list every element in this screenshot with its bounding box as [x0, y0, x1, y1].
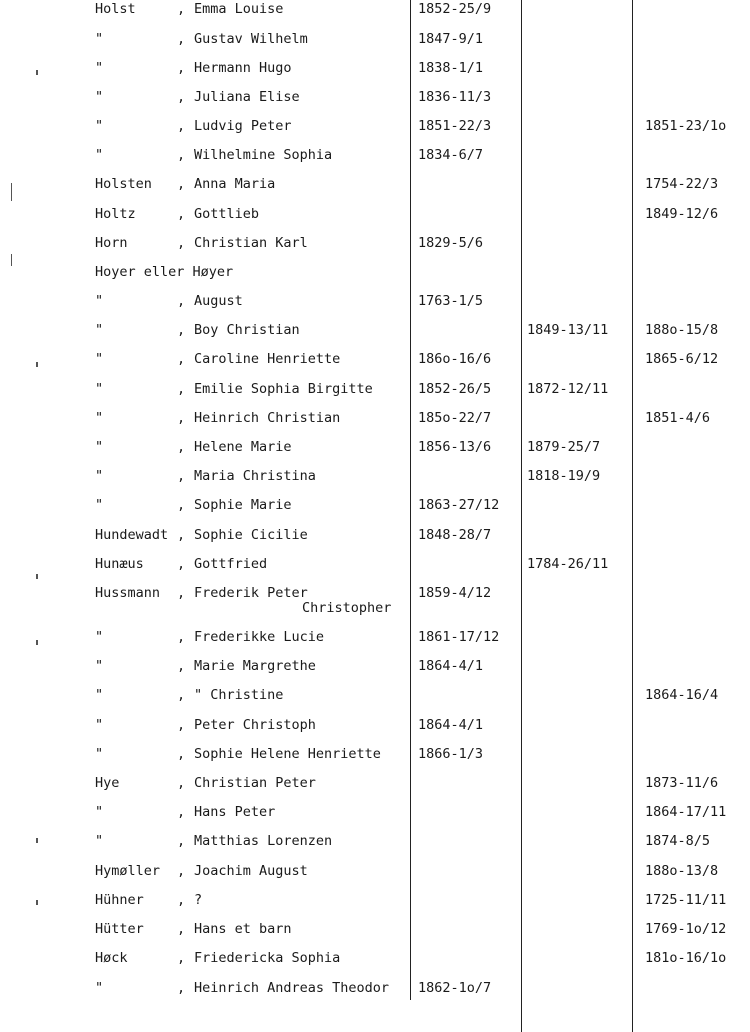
register-entry [0, 380, 750, 402]
entry-col3: 1873-11/6 [645, 775, 719, 791]
entry-col1: 186o-16/6 [418, 351, 492, 367]
entry-given: ? [194, 892, 203, 908]
entry-surname: Hütter [95, 921, 144, 937]
entry-col1: 1864-4/1 [418, 717, 484, 733]
entry-surname: Hymøller [95, 863, 161, 879]
entry-surname: Hunæus [95, 556, 144, 572]
entry-surname: " [95, 439, 104, 455]
entry-given: Maria Christina [194, 468, 316, 484]
entry-surname: Holtz [95, 206, 136, 222]
entry-comma: , [177, 381, 186, 397]
entry-surname: " [95, 717, 104, 733]
entry-col2: 1784-26/11 [527, 556, 609, 572]
register-entry [0, 891, 750, 913]
entry-comma: , [177, 556, 186, 572]
register-entry [0, 30, 750, 52]
entry-col1: 1763-1/5 [418, 293, 484, 309]
register-entry [0, 555, 750, 577]
entry-comma: , [177, 687, 186, 703]
entry-given: Caroline Henriette [194, 351, 341, 367]
entry-given: Emilie Sophia Birgitte [194, 381, 373, 397]
entry-given: Sophie Helene Henriette [194, 746, 381, 762]
entry-given: August [194, 293, 243, 309]
entry-comma: , [177, 804, 186, 820]
entry-comma: , [177, 775, 186, 791]
entry-col1: 1864-4/1 [418, 658, 484, 674]
entry-surname: " [95, 60, 104, 76]
entry-given: Ludvig Peter [194, 118, 292, 134]
entry-given: Gottfried [194, 556, 268, 572]
entry-given: Sophie Cicilie [194, 527, 308, 543]
entry-given: Sophie Marie [194, 497, 292, 513]
entry-given: Juliana Elise [194, 89, 300, 105]
register-entry [0, 979, 750, 1001]
entry-comma: , [177, 833, 186, 849]
entry-comma: , [177, 921, 186, 937]
entry-given2: Christopher [302, 600, 392, 616]
entry-surname: Holst [95, 1, 136, 17]
register-entry [0, 920, 750, 942]
entry-given: Heinrich Andreas Theodor [194, 980, 390, 996]
entry-surname: " [95, 410, 104, 426]
entry-comma: , [177, 439, 186, 455]
entry-surname: " [95, 89, 104, 105]
entry-col3: 188o-13/8 [645, 863, 719, 879]
entry-col1: 1851-22/3 [418, 118, 492, 134]
entry-comma: , [177, 322, 186, 338]
entry-col3: 181o-16/1o [645, 950, 727, 966]
register-entry [0, 88, 750, 110]
entry-surname: " [95, 147, 104, 163]
entry-surname: " [95, 980, 104, 996]
entry-comma: , [177, 176, 186, 192]
entry-col3: 188o-15/8 [645, 322, 719, 338]
entry-comma: , [177, 863, 186, 879]
entry-col1: 1859-4/12 [418, 585, 492, 601]
entry-col1: 1856-13/6 [418, 439, 492, 455]
entry-given: Anna Maria [194, 176, 276, 192]
entry-col1: 1866-1/3 [418, 746, 484, 762]
entry-surname: Holsten [95, 176, 152, 192]
entry-surname: Høck [95, 950, 128, 966]
entry-surname: Hoyer eller Høyer [95, 264, 234, 280]
entry-surname: " [95, 658, 104, 674]
entry-comma: , [177, 585, 186, 601]
entry-given: Matthias Lorenzen [194, 833, 333, 849]
entry-given: Helene Marie [194, 439, 292, 455]
entry-col2: 1879-25/7 [527, 439, 601, 455]
entry-given: Gustav Wilhelm [194, 31, 308, 47]
entry-comma: , [177, 31, 186, 47]
entry-given: Emma Louise [194, 1, 284, 17]
register-entry [0, 832, 750, 854]
register-entry [0, 467, 750, 489]
entry-col1: 1861-17/12 [418, 629, 500, 645]
register-entry [0, 146, 750, 168]
register-entry [0, 628, 750, 650]
register-entry [0, 350, 750, 372]
entry-col1: 1848-28/7 [418, 527, 492, 543]
entry-given: Marie Margrethe [194, 658, 316, 674]
register-entry [0, 292, 750, 314]
register-entry [0, 949, 750, 971]
entry-comma: , [177, 60, 186, 76]
entry-col3: 1874-8/5 [645, 833, 711, 849]
entry-col1: 185o-22/7 [418, 410, 492, 426]
entry-col1: 1838-1/1 [418, 60, 484, 76]
entry-comma: , [177, 147, 186, 163]
entry-given: Christian Peter [194, 775, 316, 791]
entry-surname: " [95, 687, 104, 703]
entry-comma: , [177, 235, 186, 251]
entry-given: Friedericka Sophia [194, 950, 341, 966]
register-entry [0, 0, 750, 22]
entry-surname: " [95, 381, 104, 397]
entry-col3: 1769-1o/12 [645, 921, 727, 937]
entry-surname: " [95, 31, 104, 47]
register-entry [0, 862, 750, 884]
entry-given: Joachim August [194, 863, 308, 879]
register-entry [0, 117, 750, 139]
register-entry [0, 657, 750, 679]
entry-surname: Hye [95, 775, 120, 791]
entry-comma: , [177, 658, 186, 674]
entry-comma: , [177, 118, 186, 134]
entry-comma: , [177, 892, 186, 908]
entry-given: Hermann Hugo [194, 60, 292, 76]
entry-surname: Hundewadt [95, 527, 169, 543]
entry-comma: , [177, 980, 186, 996]
entry-col3: 1865-6/12 [645, 351, 719, 367]
entry-col3: 1754-22/3 [645, 176, 719, 192]
entry-given: Frederikke Lucie [194, 629, 325, 645]
entry-col3: 1851-23/1o [645, 118, 727, 134]
entry-comma: , [177, 746, 186, 762]
register-entry [0, 438, 750, 460]
entry-col1: 1836-11/3 [418, 89, 492, 105]
entry-comma: , [177, 717, 186, 733]
entry-col1: 1862-1o/7 [418, 980, 492, 996]
entry-given: Peter Christoph [194, 717, 316, 733]
entry-surname: Horn [95, 235, 128, 251]
entry-given: Hans Peter [194, 804, 276, 820]
entry-col3: 1849-12/6 [645, 206, 719, 222]
register-entry [0, 496, 750, 518]
entry-surname: Hühner [95, 892, 144, 908]
register-entry [0, 234, 750, 256]
entry-surname: " [95, 746, 104, 762]
entry-col3: 1864-16/4 [645, 687, 719, 703]
entry-surname: " [95, 804, 104, 820]
entry-given: Gottlieb [194, 206, 260, 222]
entry-given: Hans et barn [194, 921, 292, 937]
register-entry [0, 745, 750, 767]
entry-col1: 1829-5/6 [418, 235, 484, 251]
entry-comma: , [177, 351, 186, 367]
entry-comma: , [177, 206, 186, 222]
entry-col1: 1834-6/7 [418, 147, 484, 163]
entry-col1: 1847-9/1 [418, 31, 484, 47]
register-entry [0, 584, 750, 616]
entry-given: Frederik Peter [194, 585, 308, 601]
entry-col1: 1863-27/12 [418, 497, 500, 513]
entry-col2: 1872-12/11 [527, 381, 609, 397]
register-entry [0, 686, 750, 708]
entry-surname: " [95, 293, 104, 309]
entry-comma: , [177, 468, 186, 484]
register-entry [0, 59, 750, 81]
entry-surname: " [95, 833, 104, 849]
entry-comma: , [177, 950, 186, 966]
register-entry [0, 263, 750, 285]
entry-surname: " [95, 629, 104, 645]
entry-given: Christian Karl [194, 235, 308, 251]
entry-comma: , [177, 497, 186, 513]
entry-col1: 1852-25/9 [418, 1, 492, 17]
entry-comma: , [177, 89, 186, 105]
entry-surname: Hussmann [95, 585, 161, 601]
entry-surname: " [95, 468, 104, 484]
entry-col2: 1849-13/11 [527, 322, 609, 338]
entry-comma: , [177, 527, 186, 543]
register-entry [0, 409, 750, 431]
entry-col1: 1852-26/5 [418, 381, 492, 397]
register-entry [0, 175, 750, 197]
register-entry [0, 526, 750, 548]
entry-given: Boy Christian [194, 322, 300, 338]
register-entry [0, 205, 750, 227]
entry-given: Heinrich Christian [194, 410, 341, 426]
entry-comma: , [177, 293, 186, 309]
register-entry [0, 716, 750, 738]
entry-col3: 1864-17/11 [645, 804, 727, 820]
entry-surname: " [95, 322, 104, 338]
entry-comma: , [177, 1, 186, 17]
entry-given: " Christine [194, 687, 284, 703]
entry-col3: 1725-11/11 [645, 892, 727, 908]
entry-comma: , [177, 410, 186, 426]
entry-surname: " [95, 497, 104, 513]
entry-surname: " [95, 118, 104, 134]
entry-comma: , [177, 629, 186, 645]
entry-col3: 1851-4/6 [645, 410, 711, 426]
register-entry [0, 803, 750, 825]
entry-surname: " [95, 351, 104, 367]
register-entry [0, 321, 750, 343]
entry-col2: 1818-19/9 [527, 468, 601, 484]
register-entry [0, 774, 750, 796]
entry-given: Wilhelmine Sophia [194, 147, 333, 163]
